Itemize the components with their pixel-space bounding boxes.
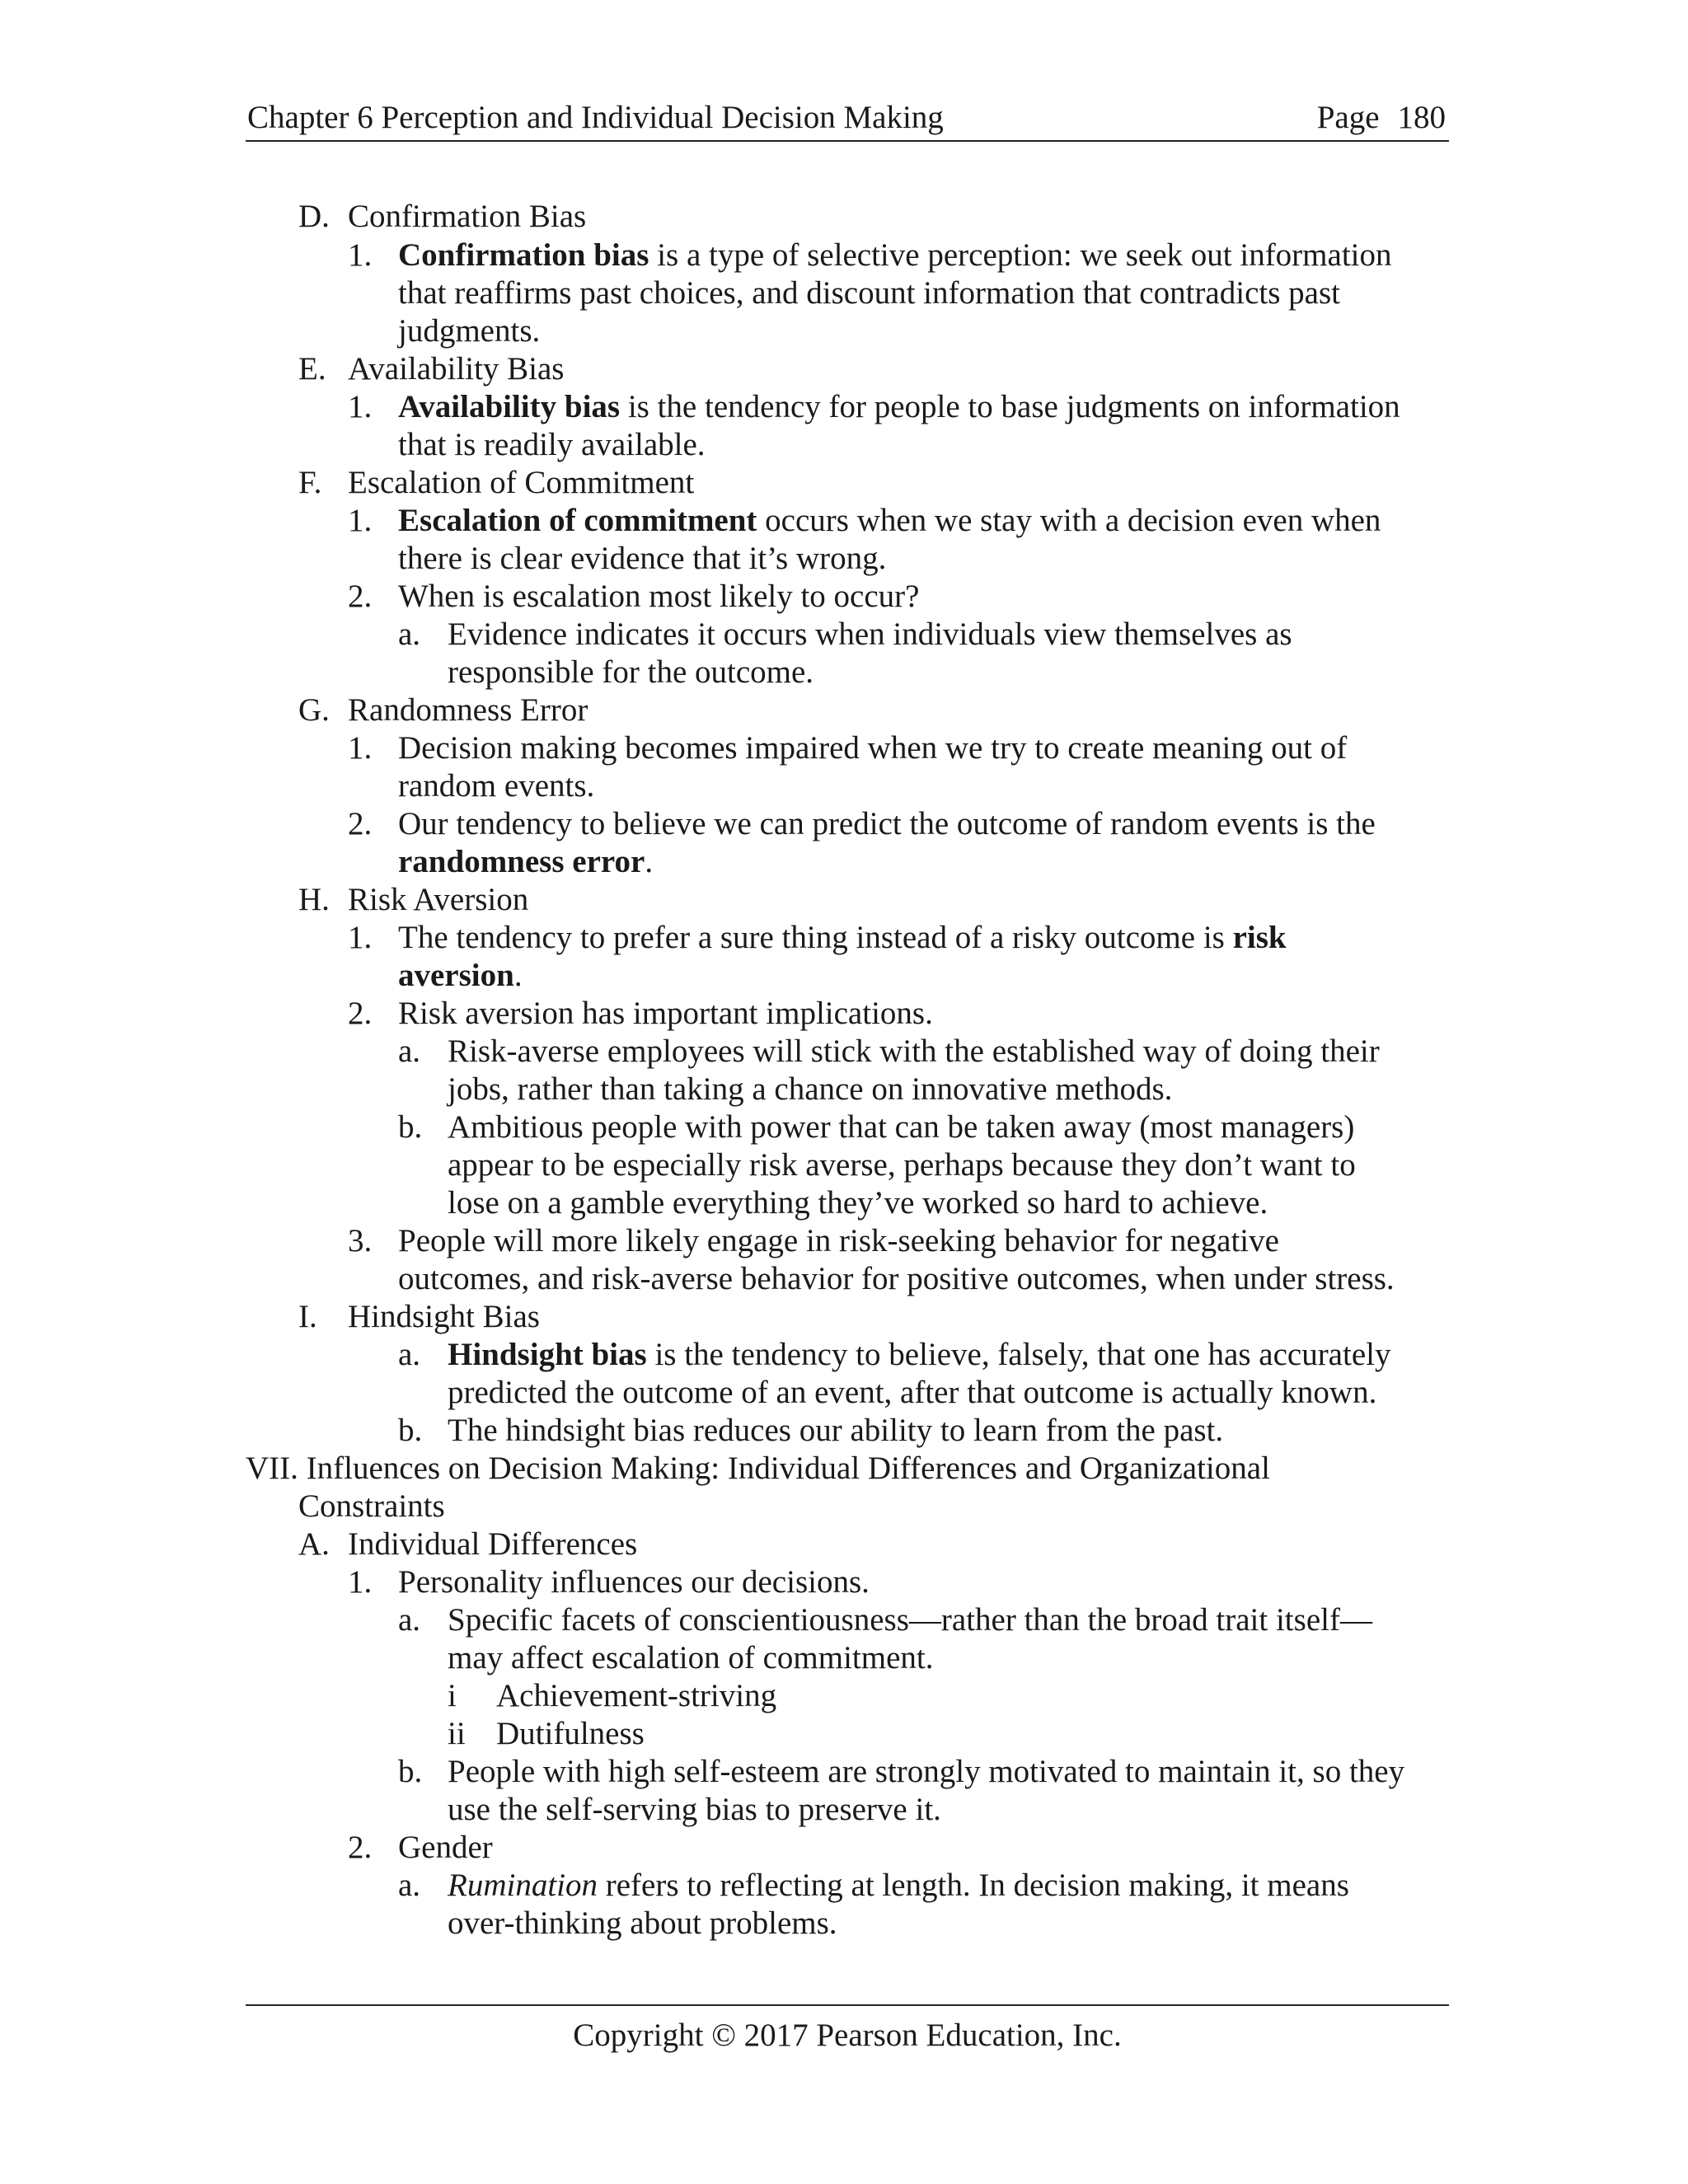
- item-text: Our tendency to believe we can predict the outcome of random events is the: [398, 806, 1376, 841]
- section-heading: Influences on Decision Making: Individual Differences and Organizational: [306, 1451, 1270, 1486]
- section-heading: Constraints: [298, 1488, 445, 1524]
- chapter-title: Chapter 6 Perception and Individual Decision Making: [247, 100, 944, 135]
- item-text: The hindsight bias reduces our ability to learn from the past.: [448, 1413, 1224, 1448]
- item-text: When is escalation most likely to occur?: [398, 579, 920, 614]
- outline-label: 1.: [348, 730, 373, 766]
- outline-label: I.: [298, 1299, 317, 1334]
- item-text: Achievement-striving: [496, 1678, 777, 1713]
- item-text: responsible for the outcome.: [448, 654, 814, 690]
- key-term: Availability bias: [398, 389, 621, 424]
- item-text: Risk aversion has important implications.: [398, 996, 933, 1031]
- outline-label: i: [448, 1678, 457, 1713]
- outline-label: b.: [398, 1754, 423, 1789]
- item-text: Risk-averse employees will stick with the established way of doing their: [448, 1033, 1380, 1069]
- item-text: Ambitious people with power that can be taken away (most managers): [448, 1109, 1355, 1145]
- item-text: appear to be especially risk averse, perhaps because they don’t want to: [448, 1147, 1356, 1183]
- item-text: refers to reflecting at length. In decision making, it means: [598, 1868, 1349, 1903]
- item-text: occurs when we stay with a decision even when: [757, 503, 1381, 538]
- outline-label: ii: [448, 1716, 466, 1751]
- outline-label: A.: [298, 1526, 330, 1562]
- key-term: risk: [1232, 920, 1287, 955]
- item-text: Gender: [398, 1830, 493, 1865]
- outline-label: VII.: [246, 1451, 298, 1486]
- key-term: Hindsight bias: [448, 1337, 647, 1372]
- item-text: is the tendency to believe, falsely, that one has accurately: [646, 1337, 1391, 1372]
- key-term: Confirmation bias: [398, 237, 649, 273]
- outline-label: H.: [298, 882, 330, 917]
- section-heading: Randomness Error: [348, 692, 588, 728]
- item-text: The tendency to prefer a sure thing instead of a risky outcome is: [398, 920, 1233, 955]
- item-text: may affect escalation of commitment.: [448, 1640, 934, 1675]
- item-text: Personality influences our decisions.: [398, 1564, 870, 1600]
- outline-label: a.: [398, 1033, 421, 1069]
- key-term: aversion: [398, 958, 514, 993]
- item-text: People will more likely engage in risk-seeking behavior for negative: [398, 1223, 1279, 1258]
- item-text: is the tendency for people to base judgments on information: [620, 389, 1400, 424]
- section-heading: Risk Aversion: [348, 882, 529, 917]
- section-heading: Availability Bias: [348, 351, 565, 387]
- outline-label: 3.: [348, 1223, 373, 1258]
- outline-label: a.: [398, 1868, 421, 1903]
- item-text: lose on a gamble everything they’ve worked so hard to achieve.: [448, 1185, 1268, 1221]
- item-text: over-thinking about problems.: [448, 1905, 837, 1941]
- footer-divider: [246, 2004, 1449, 2006]
- section-heading: Hindsight Bias: [348, 1299, 540, 1334]
- outline-label: b.: [398, 1413, 423, 1448]
- outline-label: F.: [298, 465, 322, 500]
- section-heading: Confirmation Bias: [348, 199, 587, 234]
- outline-label: 1.: [348, 1564, 373, 1600]
- item-text: there is clear evidence that it’s wrong.: [398, 541, 887, 576]
- outline-label: E.: [298, 351, 326, 387]
- outline-label: b.: [398, 1109, 423, 1145]
- outline-label: 1.: [348, 389, 373, 424]
- key-term: Rumination: [448, 1868, 598, 1903]
- item-text: .: [513, 958, 523, 993]
- item-text: that is readily available.: [398, 427, 706, 462]
- key-term: randomness error: [398, 844, 645, 879]
- page-number: 180: [1397, 100, 1446, 135]
- copyright-footer: Copyright © 2017 Pearson Education, Inc.: [573, 2018, 1122, 2053]
- outline-label: D.: [298, 199, 330, 234]
- item-text: .: [645, 844, 654, 879]
- page-label: Page: [1316, 100, 1380, 135]
- outline-label: 1.: [348, 237, 373, 273]
- outline-label: a.: [398, 1602, 421, 1638]
- key-term: Escalation of commitment: [398, 503, 757, 538]
- item-text: random events.: [398, 768, 595, 804]
- item-text: jobs, rather than taking a chance on innovative methods.: [448, 1071, 1173, 1107]
- section-heading: Individual Differences: [348, 1526, 638, 1562]
- outline-label: 2.: [348, 579, 373, 614]
- item-text: Evidence indicates it occurs when individuals view themselves as: [448, 616, 1292, 652]
- item-text: Specific facets of conscientiousness—rather than the broad trait itself—: [448, 1602, 1372, 1638]
- item-text: Decision making becomes impaired when we try to create meaning out of: [398, 730, 1348, 766]
- item-text: that reaffirms past choices, and discount information that contradicts past: [398, 275, 1340, 311]
- item-text: judgments.: [398, 313, 541, 349]
- section-heading: Escalation of Commitment: [348, 465, 695, 500]
- item-text: outcomes, and risk-averse behavior for positive outcomes, when under stress.: [398, 1261, 1395, 1296]
- outline-label: 1.: [348, 503, 373, 538]
- item-text: is a type of selective perception: we seek out information: [649, 237, 1392, 273]
- outline-label: G.: [298, 692, 330, 728]
- outline-label: 1.: [348, 920, 373, 955]
- outline-label: a.: [398, 1337, 421, 1372]
- item-text: use the self-serving bias to preserve it.: [448, 1792, 941, 1827]
- item-text: Dutifulness: [496, 1716, 645, 1751]
- outline-label: 2.: [348, 1830, 373, 1865]
- outline-label: 2.: [348, 806, 373, 841]
- outline-label: 2.: [348, 996, 373, 1031]
- outline-label: a.: [398, 616, 421, 652]
- item-text: People with high self-esteem are strongly motivated to maintain it, so they: [448, 1754, 1405, 1789]
- item-text: predicted the outcome of an event, after that outcome is actually known.: [448, 1375, 1377, 1410]
